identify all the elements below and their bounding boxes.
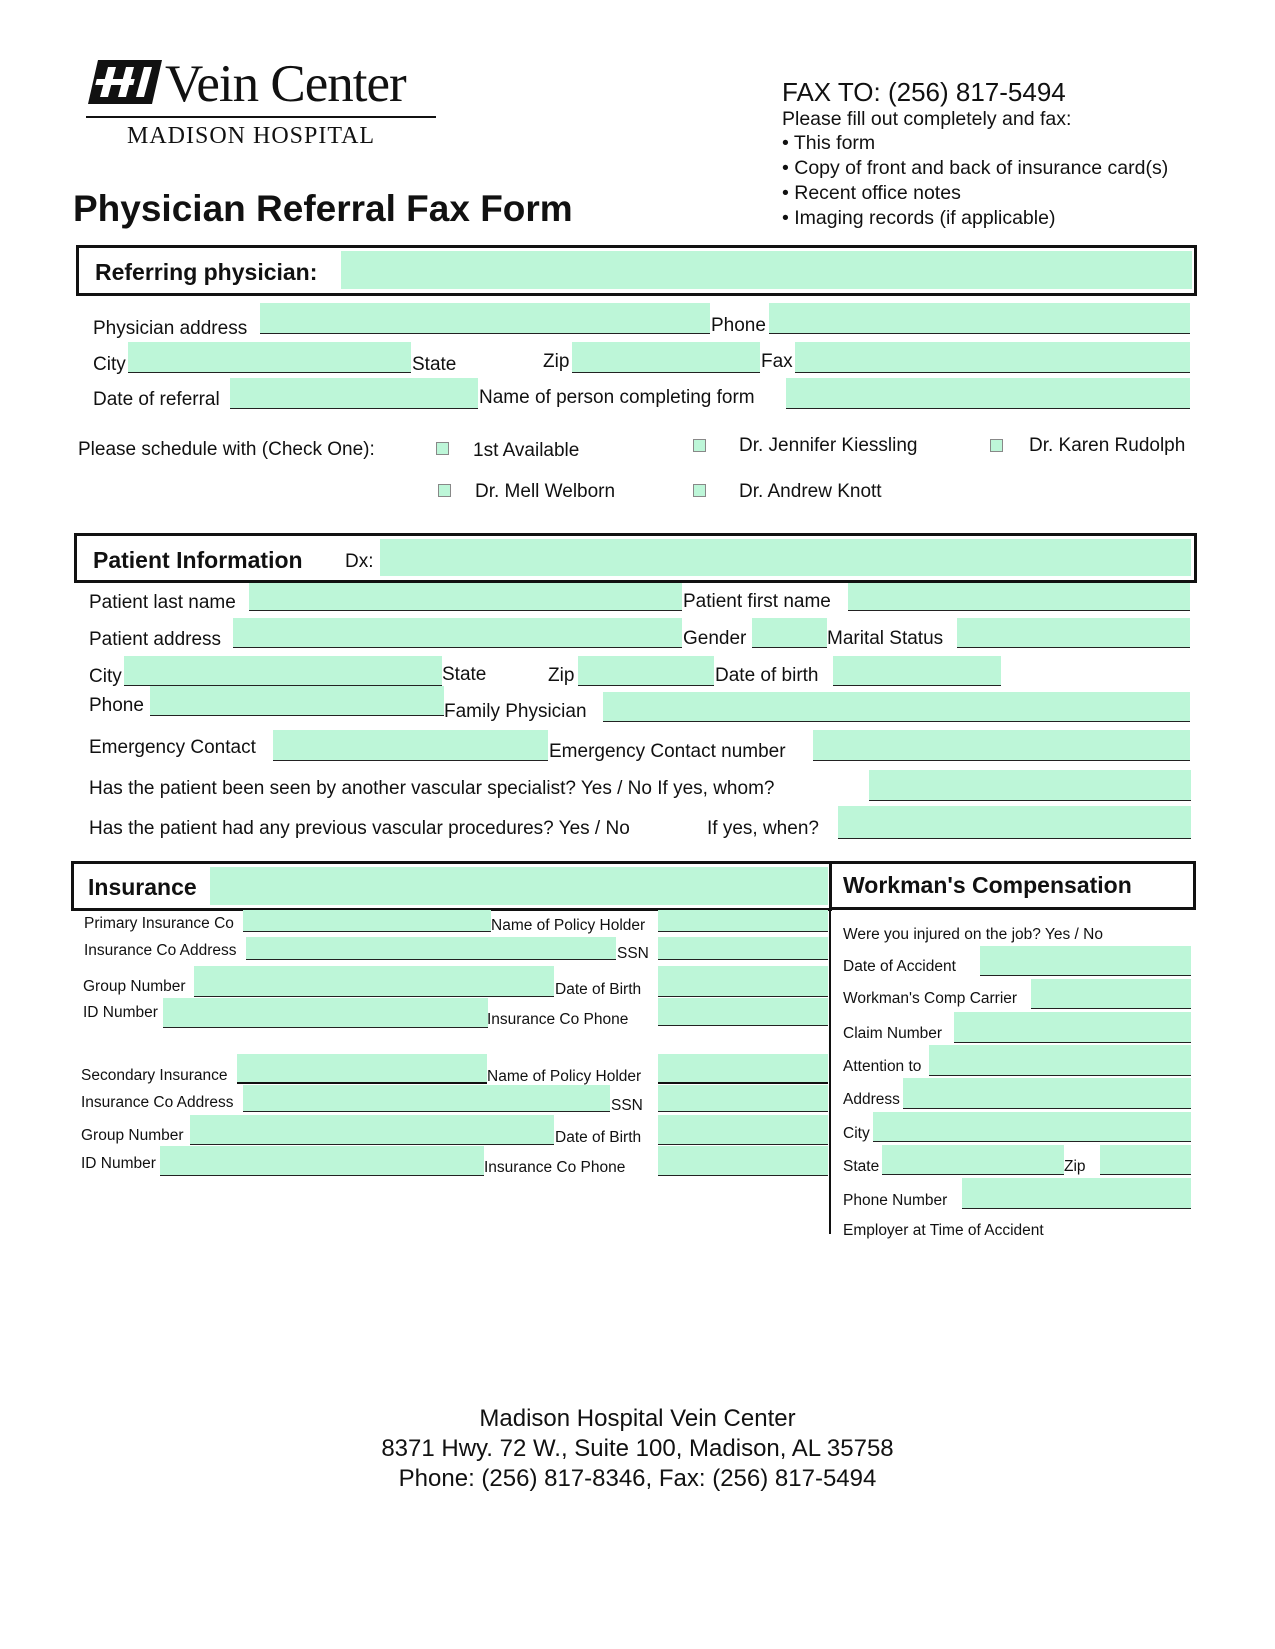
physician-fax-field[interactable]: [795, 342, 1190, 373]
marital-status-label: Marital Status: [827, 628, 944, 649]
comp-address-label: Address: [843, 1091, 900, 1108]
insurance-workmans-divider: [829, 861, 831, 1234]
secondary-ssn-field[interactable]: [658, 1085, 828, 1112]
family-physician-field[interactable]: [603, 692, 1190, 722]
fax-instructions: Please fill out completely and fax:: [782, 108, 1072, 130]
comp-carrier-label: Workman's Comp Carrier: [843, 990, 1018, 1007]
insurance-phone-field[interactable]: [658, 998, 828, 1026]
insurance-dob-label: Date of Birth: [555, 981, 642, 998]
physician-address-label: Physician address: [93, 318, 248, 339]
workmans-comp-title: Workman's Compensation: [843, 872, 1132, 898]
physician-phone-field[interactable]: [769, 303, 1190, 334]
id-number-field[interactable]: [163, 998, 488, 1028]
page-title: Physician Referral Fax Form: [73, 188, 573, 229]
injured-question: Were you injured on the job? Yes / No: [843, 926, 1103, 943]
footer-line-1: Madison Hospital Vein Center: [479, 1405, 796, 1432]
physician-phone-label: Phone: [711, 315, 766, 336]
primary-insurance-field[interactable]: [243, 910, 491, 932]
secondary-insurance-field[interactable]: [237, 1054, 487, 1084]
secondary-address-field[interactable]: [243, 1085, 610, 1112]
checkbox-dr-knott[interactable]: [693, 484, 706, 497]
physician-zip-label: Zip: [543, 351, 570, 372]
group-number-field[interactable]: [194, 966, 554, 997]
ssn-label: SSN: [617, 945, 649, 962]
emergency-contact-field[interactable]: [273, 730, 548, 761]
dx-label: Dx:: [345, 551, 374, 572]
comp-city-field[interactable]: [873, 1112, 1191, 1142]
fax-item: • Copy of front and back of insurance card(s): [782, 157, 1169, 179]
patient-information-title: Patient Information: [93, 547, 303, 573]
physician-address-field[interactable]: [260, 303, 710, 334]
secondary-dob-field[interactable]: [658, 1115, 828, 1145]
checkbox-1st-available[interactable]: [436, 442, 449, 455]
vascular-specialist-question: Has the patient been seen by another vascular specialist? Yes / No If yes, whom?: [89, 778, 775, 799]
family-physician-label: Family Physician: [444, 701, 587, 722]
schedule-with-label: Please schedule with (Check One):: [78, 439, 375, 460]
id-number-label: ID Number: [83, 1004, 158, 1021]
insurance-address-label: Insurance Co Address: [84, 942, 237, 959]
checkbox-dr-rudolph[interactable]: [990, 439, 1003, 452]
secondary-group-label: Group Number: [81, 1127, 184, 1144]
accident-date-field[interactable]: [980, 946, 1191, 976]
option-dr-knott: Dr. Andrew Knott: [739, 481, 882, 502]
footer-line-3: Phone: (256) 817-8346, Fax: (256) 817-5494: [398, 1465, 877, 1492]
comp-city-label: City: [843, 1125, 870, 1142]
comp-address-field[interactable]: [903, 1078, 1191, 1109]
physician-city-field[interactable]: [128, 342, 411, 373]
secondary-address-label: Insurance Co Address: [81, 1094, 234, 1111]
insurance-phone-label: Insurance Co Phone: [487, 1011, 629, 1028]
referring-physician-title: Referring physician:: [95, 259, 318, 285]
brand-subtitle: MADISON HOSPITAL: [127, 123, 376, 149]
physician-fax-label: Fax: [761, 351, 793, 372]
secondary-policy-holder-label: Name of Policy Holder: [487, 1068, 642, 1085]
emergency-number-label: Emergency Contact number: [549, 741, 786, 762]
patient-first-name-label: Patient first name: [683, 591, 831, 612]
completer-name-field[interactable]: [786, 378, 1190, 409]
gender-field[interactable]: [752, 618, 827, 648]
patient-zip-label: Zip: [548, 665, 575, 686]
procedures-when-label: If yes, when?: [707, 818, 819, 839]
patient-address-label: Patient address: [89, 629, 222, 650]
policy-holder-field[interactable]: [658, 910, 828, 932]
brand-name: Vein Center: [165, 55, 406, 113]
insurance-address-field[interactable]: [246, 937, 616, 960]
insurance-dob-field[interactable]: [658, 966, 828, 997]
comp-carrier-field[interactable]: [1031, 979, 1191, 1009]
option-dr-rudolph: Dr. Karen Rudolph: [1029, 435, 1186, 456]
claim-number-label: Claim Number: [843, 1025, 943, 1042]
gender-label: Gender: [683, 628, 747, 649]
patient-phone-label: Phone: [89, 695, 144, 716]
policy-holder-label: Name of Policy Holder: [491, 917, 646, 934]
comp-phone-field[interactable]: [962, 1178, 1191, 1209]
secondary-phone-field[interactable]: [658, 1146, 828, 1176]
claim-number-field[interactable]: [954, 1012, 1191, 1043]
checkbox-dr-welborn[interactable]: [438, 484, 451, 497]
emergency-number-field[interactable]: [813, 730, 1190, 761]
option-dr-kiessling: Dr. Jennifer Kiessling: [739, 435, 918, 456]
emergency-contact-label: Emergency Contact: [89, 737, 256, 758]
comp-phone-label: Phone Number: [843, 1192, 948, 1209]
patient-phone-field[interactable]: [150, 686, 444, 716]
marital-status-field[interactable]: [957, 618, 1190, 648]
insurance-title: Insurance: [88, 874, 197, 900]
fax-item: • Recent office notes: [782, 182, 961, 204]
patient-city-field[interactable]: [124, 656, 442, 686]
comp-state-field[interactable]: [882, 1145, 1064, 1175]
secondary-group-field[interactable]: [190, 1115, 554, 1145]
patient-last-name-field[interactable]: [249, 583, 682, 611]
secondary-phone-label: Insurance Co Phone: [484, 1159, 626, 1176]
comp-zip-field[interactable]: [1100, 1145, 1191, 1175]
patient-first-name-field[interactable]: [848, 583, 1190, 611]
physician-city-label: City: [93, 354, 126, 375]
fax-item: • Imaging records (if applicable): [782, 207, 1056, 229]
primary-insurance-label: Primary Insurance Co: [84, 915, 234, 932]
checkbox-dr-kiessling[interactable]: [693, 439, 706, 452]
patient-city-label: City: [89, 666, 122, 687]
patient-dob-label: Date of birth: [715, 665, 819, 686]
patient-zip-field[interactable]: [578, 656, 714, 686]
secondary-id-field[interactable]: [160, 1146, 484, 1176]
secondary-dob-label: Date of Birth: [555, 1129, 642, 1146]
secondary-insurance-label: Secondary Insurance: [81, 1067, 228, 1084]
comp-zip-label: Zip: [1064, 1158, 1086, 1175]
completer-name-label: Name of person completing form: [479, 387, 755, 408]
group-number-label: Group Number: [83, 978, 186, 995]
date-of-referral-label: Date of referral: [93, 389, 220, 410]
brand-divider: [86, 116, 436, 118]
vascular-procedures-question: Has the patient had any previous vascular procedures? Yes / No: [89, 818, 630, 839]
comp-state-label: State: [843, 1158, 880, 1175]
physician-zip-field[interactable]: [572, 342, 760, 373]
patient-address-field[interactable]: [233, 618, 682, 648]
fax-to-heading: FAX TO: (256) 817-5494: [782, 77, 1066, 107]
footer-line-2: 8371 Hwy. 72 W., Suite 100, Madison, AL 35758: [381, 1435, 894, 1462]
physician-state-label: State: [412, 354, 457, 375]
vascular-specialist-field[interactable]: [869, 770, 1191, 801]
option-1st-available: 1st Available: [473, 440, 580, 461]
fax-item: • This form: [782, 132, 876, 154]
procedures-when-field[interactable]: [838, 806, 1191, 839]
secondary-id-label: ID Number: [81, 1155, 156, 1172]
patient-last-name-label: Patient last name: [89, 592, 236, 613]
accident-date-label: Date of Accident: [843, 958, 956, 975]
patient-state-label: State: [442, 664, 487, 685]
secondary-ssn-label: SSN: [611, 1097, 643, 1114]
dx-field[interactable]: [380, 539, 1191, 576]
attention-to-label: Attention to: [843, 1058, 922, 1075]
patient-dob-field[interactable]: [833, 656, 1001, 686]
referring-physician-field[interactable]: [341, 251, 1192, 289]
employer-label: Employer at Time of Accident: [843, 1222, 1044, 1239]
vein-center-logo-icon: [86, 58, 164, 106]
attention-to-field[interactable]: [929, 1045, 1191, 1076]
ssn-field[interactable]: [658, 937, 828, 960]
date-of-referral-field[interactable]: [230, 378, 478, 409]
insurance-field[interactable]: [210, 867, 828, 905]
option-dr-welborn: Dr. Mell Welborn: [475, 481, 616, 502]
secondary-policy-holder-field[interactable]: [658, 1054, 828, 1084]
